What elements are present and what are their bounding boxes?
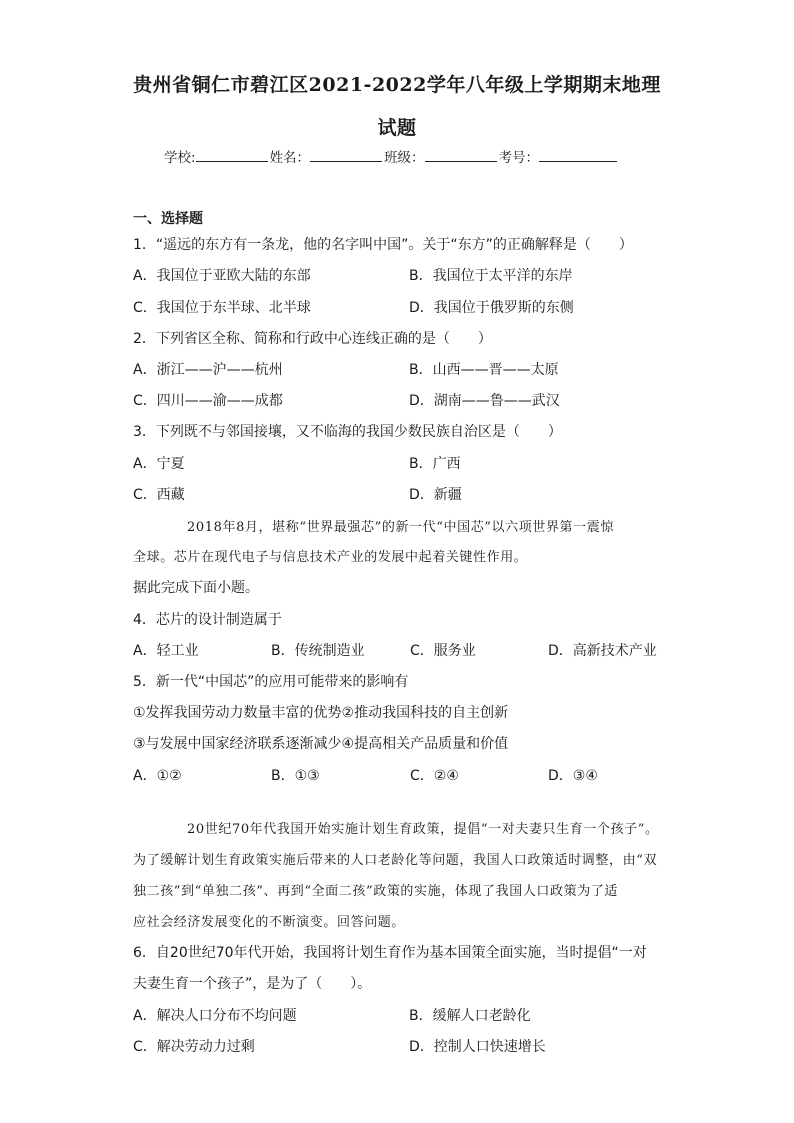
q5-statements-line2: ③与发展中国家经济联系逐渐减少④提高相关产品质量和价值 <box>133 736 509 752</box>
q4-option-d[interactable]: D．高新技术产业 <box>548 643 657 659</box>
question-1-stem: 1．“遥远的东方有一条龙，他的名字叫中国”。关于“东方”的正确解释是（ ） <box>133 237 633 253</box>
question-5-stem: 5．新一代“中国芯”的应用可能带来的影响有 <box>133 674 409 690</box>
material-2-line1: 20世纪70年代我国开始实施计划生育政策，提倡“一对夫妻只生育一个孩子”。 <box>187 822 659 837</box>
q2-option-b[interactable]: B．山西——晋——太原 <box>409 362 559 378</box>
question-2-stem: 2．下列省区全称、简称和行政中心连线正确的是（ ） <box>133 331 492 347</box>
school-field[interactable] <box>196 148 268 162</box>
exam-title-line2: 试题 <box>377 117 417 139</box>
q6-option-c[interactable]: C．解决劳动力过剩 <box>133 1039 255 1055</box>
q6-option-b[interactable]: B．缓解人口老龄化 <box>409 1008 531 1024</box>
q2-option-d[interactable]: D．湖南——鲁——武汉 <box>409 393 560 409</box>
q5-option-a[interactable]: A．①② <box>133 768 182 784</box>
question-3-stem: 3．下列既不与邻国接壤，又不临海的我国少数民族自治区是（ ） <box>133 424 562 440</box>
q5-statements-line1: ①发挥我国劳动力数量丰富的优势②推动我国科技的自主创新 <box>133 705 509 721</box>
q3-option-a[interactable]: A．宁夏 <box>133 456 185 472</box>
school-label: 学校: <box>164 150 196 166</box>
class-field[interactable] <box>425 148 497 162</box>
question-6-stem-line2: 夫妻生育一个孩子”，是为了（ ）。 <box>133 976 372 992</box>
question-4-stem: 4．芯片的设计制造属于 <box>133 612 282 628</box>
number-field[interactable] <box>539 148 617 162</box>
q1-option-d[interactable]: D．我国位于俄罗斯的东侧 <box>409 300 574 316</box>
exam-title-line1: 贵州省铜仁市碧江区2021-2022学年八年级上学期期末地理 <box>133 74 661 96</box>
name-field[interactable] <box>310 148 382 162</box>
q2-option-a[interactable]: A．浙江——沪——杭州 <box>133 362 283 378</box>
material-2-line2: 为了缓解计划生育政策实施后带来的人口老龄化等问题，我国人口政策适时调整，由“双 <box>133 853 658 868</box>
q3-option-d[interactable]: D．新疆 <box>409 487 462 503</box>
material-1-line2: 全球。芯片在现代电子与信息技术产业的发展中起着关键性作用。 <box>133 550 528 565</box>
q3-option-c[interactable]: C．西藏 <box>133 487 185 503</box>
material-1-line1: 2018年8月，堪称“世界最强芯”的新一代“中国芯”以六项世界第一震惊 <box>187 520 614 535</box>
q5-option-d[interactable]: D．③④ <box>548 768 598 784</box>
q3-option-b[interactable]: B．广西 <box>409 456 461 472</box>
material-2-line4: 应社会经济发展变化的不断演变。回答问题。 <box>133 915 406 930</box>
q5-option-c[interactable]: C．②④ <box>410 768 459 784</box>
q2-option-c[interactable]: C．四川——渝——成都 <box>133 393 283 409</box>
section-heading: 一、选择题 <box>133 211 203 227</box>
q4-option-b[interactable]: B．传统制造业 <box>271 643 365 659</box>
q1-option-a[interactable]: A．我国位于亚欧大陆的东部 <box>133 268 311 284</box>
q4-option-c[interactable]: C．服务业 <box>410 643 476 659</box>
material-1-prompt: 据此完成下面小题。 <box>133 580 259 596</box>
name-label: 姓名： <box>269 150 311 166</box>
q6-option-d[interactable]: D．控制人口快速增长 <box>409 1039 546 1055</box>
material-2-line3: 独二孩”到“单独二孩”、再到“全面二孩”政策的实施，体现了我国人口政策为了适 <box>133 884 619 899</box>
class-label: 班级： <box>384 150 425 166</box>
q4-option-a[interactable]: A．轻工业 <box>133 643 199 659</box>
q6-option-a[interactable]: A．解决人口分布不均问题 <box>133 1008 297 1024</box>
question-6-stem-line1: 6．自20世纪70年代开始，我国将计划生育作为基本国策全面实施，当时提倡“一对 <box>133 945 647 961</box>
student-info-row <box>164 146 644 166</box>
q1-option-c[interactable]: C．我国位于东半球、北半球 <box>133 300 311 316</box>
number-label: 考号： <box>498 150 540 166</box>
q1-option-b[interactable]: B．我国位于太平洋的东岸 <box>409 268 573 284</box>
q5-option-b[interactable]: B．①③ <box>271 768 320 784</box>
